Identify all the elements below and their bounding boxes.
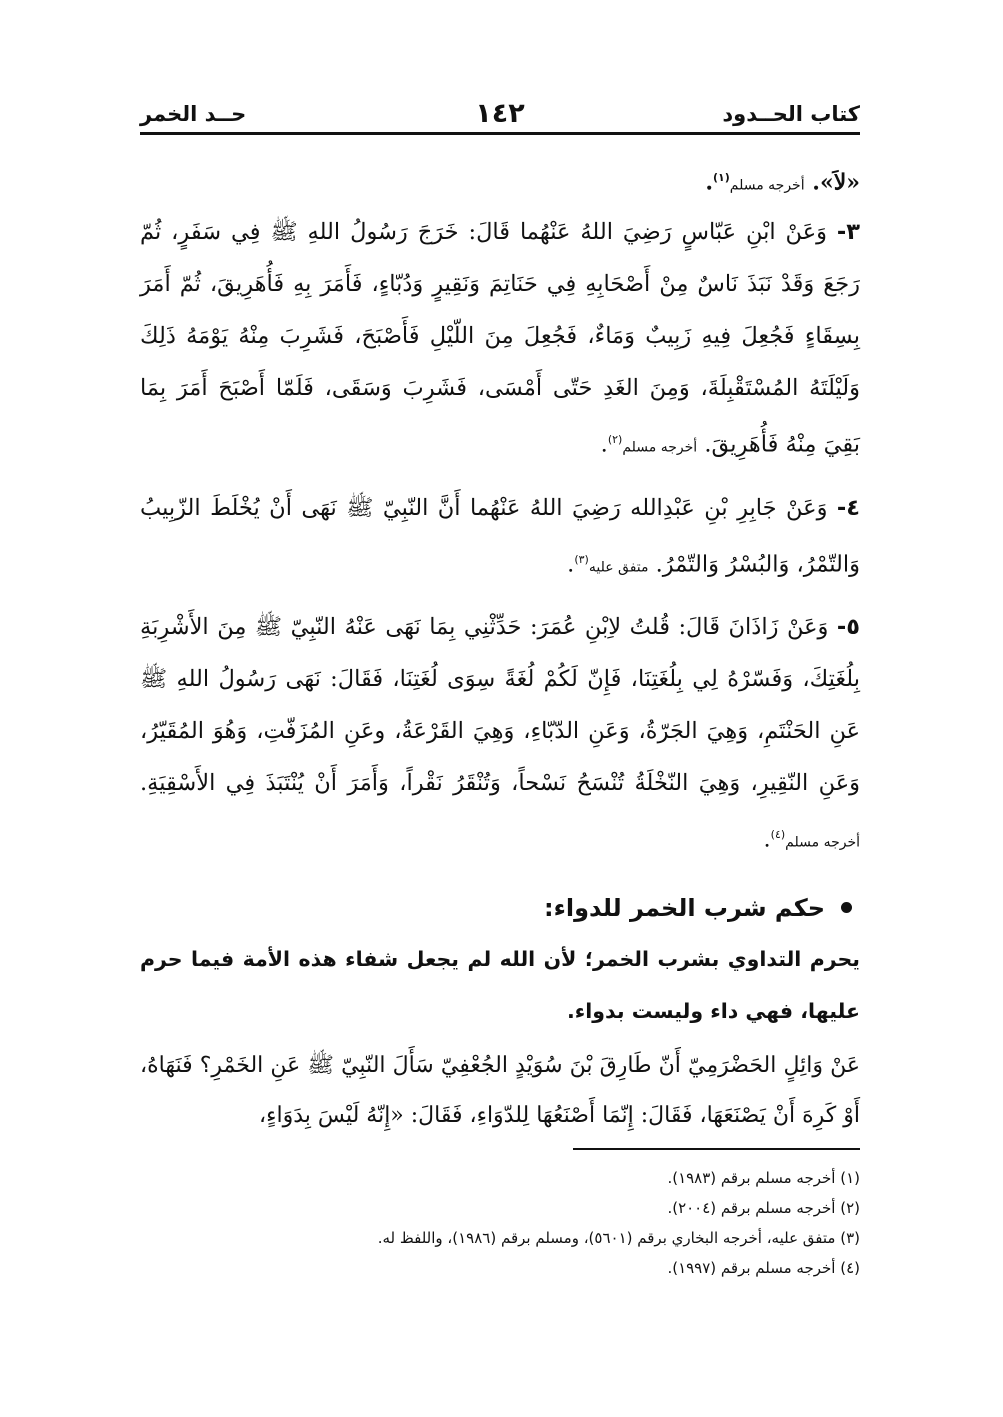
hadith-number: ٣- <box>836 219 860 245</box>
footnote-3: (٣) متفق عليه، أخرجه البخاري برقم (٥٦٠١)، ومسلم برقم (١٩٨٦)، واللفظ له. <box>377 1229 860 1247</box>
hadith-text: وَعَنْ زَاذَانَ قَالَ: قُلتُ لاِبْنِ عُمَرَ: حَدِّثْنِي بِمَا نَهَى عَنْهُ النّبِيّ ﷺ مِنَ الأَشْرِبَةِ بِلُغَتِكَ، وَفَسّرْهُ لِي بِلُغَتِنَا، فَإِنّ لَكُمْ لُغَةً سِوَى لُغَتِنَا، فَقَالَ: نَهَى رَسُولُ اللهِ ﷺ عَنِ الحَنْتَمِ، وَهِيَ الجَرّةُ، وَعَنِ الدّبّاءِ، وَهِيَ القَرْعَةُ، وعَنِ المُزَفّتِ، وَهُوَ المُقَيّرُ، وَعَنِ النّقِيرِ، وَهِيَ النّخْلَةُ تُنْسَحُ نَسْحاً، وَتُنْقَرُ نَقْراً، وَأَمَرَ أَنْ يُنْتَبَذَ فِي الأَسْقِيَةِ. <box>140 614 860 796</box>
hadith-number: ٤- <box>836 494 860 521</box>
hadith-text: وَعَنْ جَابِرِ بْنِ عَبْدِالله رَضِيَ اللهُ عَنْهُما أَنَّ النّبِيّ ﷺ نَهَى أَنْ يُخْلَطَ الزّبِيبُ وَالتّمْرُ، وَالبُسْرُ وَالتّمْرُ. <box>140 494 860 577</box>
footnote-ref: (٣) <box>574 552 589 566</box>
running-header <box>140 98 860 134</box>
book-title: كتاب الحــدود <box>722 102 860 126</box>
header-rule <box>140 132 860 135</box>
bullet-icon <box>841 902 852 913</box>
hadith-end: . <box>567 551 575 577</box>
hadith-end: . <box>763 826 771 853</box>
hadith-number: ٥- <box>836 614 860 640</box>
page-number: ١٤٢ <box>475 98 525 129</box>
footnote-2: (٢) أخرجه مسلم برقم (٢٠٠٤). <box>667 1199 860 1217</box>
footnote-rule <box>573 1148 860 1150</box>
hadith-source: متفق عليه <box>588 559 649 575</box>
footnote-ref: (٢) <box>607 433 623 446</box>
hadith-text: وَعَنْ ابْنِ عَبّاسٍ رَضِيَ اللهُ عَنْهُما قَالَ: خَرَجَ رَسُولُ اللهِ ﷺ فِي سَفَرٍ، ثُمّ رَجَعَ وَقَدْ نَبَذَ نَاسٌ مِنْ أَصْحَابِهِ فِي حَنَاتِمَ وَنَقِيرٍ وَدُبّاءٍ، فَأَمَرَ بِهِ فَأُهَرِيقَ، ثُمّ أَمَرَ بِسِقَاءٍ فَجُعِلَ فِيهِ زَبِيبٌ وَمَاءٌ، فَجُعِلَ مِنَ اللّيْلِ فَأَصْبَحَ، فَشَرِبَ مِنْهُ يَوْمَهُ ذَلِكَ وَلَيْلَتَهُ المُسْتَقْبِلَةَ، وَمِنَ الغَدِ حَتّى أَمْسَى، فَشَرِبَ وَسَقَى، فَلَمّا أَصْبَحَ أَمَرَ بِمَا بَقِيَ مِنْهُ فَأُهَرِيقَ. <box>140 219 860 458</box>
opening-quote: «لاَ». <box>812 169 860 196</box>
section-paragraph: يحرم التداوي بشرب الخمر؛ لأن الله لم يجعل شفاء هذه الأمة فيما حرم عليها، فهي داء وليست بدواء. <box>140 946 860 1023</box>
footnote-ref: (٤) <box>770 828 786 841</box>
footnote-ref: (١) <box>713 171 730 184</box>
hadith-3 <box>140 206 860 474</box>
opening-source: أخرجه مسلم <box>729 177 805 194</box>
footnote-1: (١) أخرجه مسلم برقم (١٩٨٣). <box>667 1169 860 1187</box>
footnotes <box>140 1163 860 1283</box>
section-heading-text: حكم شرب الخمر للدواء: <box>543 893 825 922</box>
page-body <box>140 150 860 1141</box>
opening-end: . <box>705 169 713 196</box>
section-heading <box>140 883 860 933</box>
hadith-4 <box>140 482 860 594</box>
hadith-end: . <box>600 431 608 458</box>
opening-line <box>140 150 860 206</box>
footnote-4: (٤) أخرجه مسلم برقم (١٩٩٧). <box>667 1259 860 1277</box>
hadith-source: أخرجه مسلم <box>622 439 698 456</box>
hadith-source: أخرجه مسلم <box>785 834 860 851</box>
section-hadith: عَنْ وَائِلٍ الحَضْرَمِيّ أَنّ طَارِقَ بْنَ سُوَيْدٍ الجُعْفِيّ سَأَلَ النّبِيّ ﷺ عَنِ الخَمْرِ؟ فَنَهَاهُ، أَوْ كَرِهَ أَنْ يَصْنَعَهَا، فَقَالَ: إِنّمَا أَصْنَعُهَا لِلدّوَاءِ، فَقَالَ: «إِنّهُ لَيْسَ بِدَوَاءٍ، <box>140 1052 860 1128</box>
hadith-5 <box>140 601 860 869</box>
chapter-title: حــد الخمر <box>140 102 247 126</box>
